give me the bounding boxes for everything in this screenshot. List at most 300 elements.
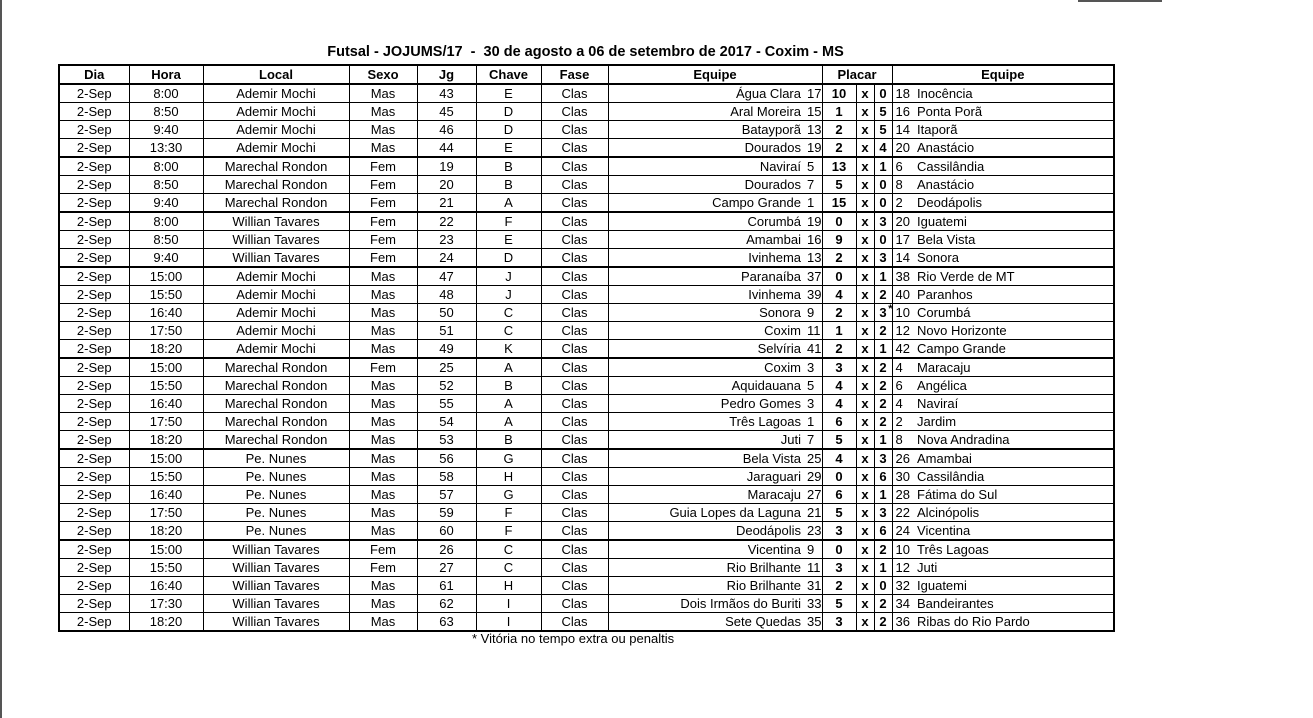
cell-equipe-b: Corumbá <box>914 304 1114 322</box>
cell-jg: 61 <box>417 577 476 595</box>
table-row <box>59 577 1114 595</box>
cell-hora: 18:20 <box>129 613 203 632</box>
cell-gols-b <box>874 212 892 231</box>
cell-equipe-a: Sonora <box>608 304 804 322</box>
cell-equipe-b: Rio Verde de MT <box>914 267 1114 286</box>
cell-seed-a: 13 <box>804 249 822 268</box>
cell-seed-a: 5 <box>804 377 822 395</box>
cell-seed-b: 12 <box>892 559 914 577</box>
cell-x: x <box>856 431 874 450</box>
table-row <box>59 431 1114 450</box>
cell-chave: F <box>476 212 541 231</box>
cell-equipe-a: Ivinhema <box>608 286 804 304</box>
cell-equipe-b: Bandeirantes <box>914 595 1114 613</box>
cell-sexo: Mas <box>349 103 417 121</box>
table-row <box>59 559 1114 577</box>
cell-jg: 20 <box>417 176 476 194</box>
cell-seed-b: 12 <box>892 322 914 340</box>
cell-sexo: Mas <box>349 322 417 340</box>
cell-fase: Clas <box>541 504 608 522</box>
table-row <box>59 194 1114 213</box>
cell-gols-a: 10 <box>822 84 856 103</box>
cell-equipe-b: Maracaju <box>914 358 1114 377</box>
cell-seed-a: 5 <box>804 157 822 176</box>
cell-gols-a: 2 <box>822 577 856 595</box>
cell-chave: H <box>476 577 541 595</box>
header-placar: Placar <box>822 65 892 84</box>
cell-seed-b: 10 <box>892 304 914 322</box>
cell-local: Willian Tavares <box>203 231 349 249</box>
page-edge-top <box>1078 0 1162 2</box>
cell-fase: Clas <box>541 304 608 322</box>
cell-fase: Clas <box>541 121 608 139</box>
cell-hora: 18:20 <box>129 340 203 359</box>
cell-fase: Clas <box>541 468 608 486</box>
cell-equipe-a: Três Lagoas <box>608 413 804 431</box>
cell-hora: 17:50 <box>129 322 203 340</box>
cell-gols-b <box>874 449 892 468</box>
cell-seed-b: 16 <box>892 103 914 121</box>
cell-jg: 57 <box>417 486 476 504</box>
cell-sexo: Mas <box>349 377 417 395</box>
cell-seed-a: 7 <box>804 431 822 450</box>
cell-equipe-b: Três Lagoas <box>914 540 1114 559</box>
goals-b-value: 1 <box>879 340 887 356</box>
goals-b-value: 2 <box>879 613 887 629</box>
cell-dia: 2-Sep <box>59 431 129 450</box>
cell-seed-b: 2 <box>892 413 914 431</box>
cell-dia: 2-Sep <box>59 413 129 431</box>
cell-hora: 16:40 <box>129 486 203 504</box>
cell-seed-a: 16 <box>804 231 822 249</box>
cell-fase: Clas <box>541 613 608 632</box>
cell-hora: 8:50 <box>129 231 203 249</box>
cell-sexo: Mas <box>349 286 417 304</box>
schedule-body <box>59 84 1114 631</box>
cell-gols-b <box>874 540 892 559</box>
cell-hora: 15:00 <box>129 358 203 377</box>
cell-hora: 15:00 <box>129 540 203 559</box>
cell-local: Willian Tavares <box>203 595 349 613</box>
cell-sexo: Mas <box>349 504 417 522</box>
cell-fase: Clas <box>541 286 608 304</box>
cell-gols-b <box>874 231 892 249</box>
cell-dia: 2-Sep <box>59 449 129 468</box>
cell-jg: 63 <box>417 613 476 632</box>
cell-x: x <box>856 540 874 559</box>
goals-b-value: 5 <box>879 103 887 119</box>
table-row <box>59 176 1114 194</box>
table-row <box>59 304 1114 322</box>
cell-local: Ademir Mochi <box>203 121 349 139</box>
cell-hora: 8:00 <box>129 212 203 231</box>
goals-b-value: 2 <box>879 413 887 429</box>
cell-gols-b <box>874 413 892 431</box>
cell-equipe-a: Aquidauana <box>608 377 804 395</box>
cell-x: x <box>856 103 874 121</box>
cell-x: x <box>856 559 874 577</box>
cell-equipe-a: Rio Brilhante <box>608 559 804 577</box>
cell-local: Ademir Mochi <box>203 286 349 304</box>
table-row <box>59 340 1114 359</box>
goals-b-value: 1 <box>879 268 887 284</box>
cell-jg: 49 <box>417 340 476 359</box>
goals-b-value: 0 <box>879 577 887 593</box>
cell-seed-b: 30 <box>892 468 914 486</box>
cell-local: Pe. Nunes <box>203 468 349 486</box>
cell-equipe-b: Ribas do Rio Pardo <box>914 613 1114 632</box>
cell-gols-a: 15 <box>822 194 856 213</box>
cell-fase: Clas <box>541 84 608 103</box>
cell-seed-b: 32 <box>892 577 914 595</box>
cell-local: Ademir Mochi <box>203 304 349 322</box>
cell-seed-b: 8 <box>892 431 914 450</box>
cell-chave: F <box>476 504 541 522</box>
cell-chave: E <box>476 139 541 158</box>
cell-local: Marechal Rondon <box>203 377 349 395</box>
cell-sexo: Fem <box>349 157 417 176</box>
extra-time-mark: * <box>888 303 893 315</box>
cell-equipe-b: Ponta Porã <box>914 103 1114 121</box>
goals-b-value: 3 <box>879 304 887 320</box>
cell-seed-b: 20 <box>892 212 914 231</box>
cell-equipe-a: Batayporã <box>608 121 804 139</box>
cell-seed-a: 39 <box>804 286 822 304</box>
cell-x: x <box>856 212 874 231</box>
cell-local: Willian Tavares <box>203 212 349 231</box>
cell-gols-a: 2 <box>822 139 856 158</box>
cell-hora: 17:50 <box>129 504 203 522</box>
cell-equipe-b: Iguatemi <box>914 577 1114 595</box>
goals-b-value: 6 <box>879 468 887 484</box>
cell-hora: 18:20 <box>129 522 203 541</box>
cell-x: x <box>856 84 874 103</box>
cell-gols-b <box>874 395 892 413</box>
cell-fase: Clas <box>541 103 608 121</box>
cell-hora: 16:40 <box>129 577 203 595</box>
cell-gols-b <box>874 194 892 213</box>
cell-fase: Clas <box>541 595 608 613</box>
goals-b-value: 2 <box>879 377 887 393</box>
cell-seed-a: 23 <box>804 522 822 541</box>
cell-sexo: Mas <box>349 121 417 139</box>
cell-gols-b <box>874 249 892 268</box>
cell-chave: C <box>476 559 541 577</box>
cell-local: Marechal Rondon <box>203 194 349 213</box>
cell-gols-b <box>874 304 892 322</box>
cell-sexo: Mas <box>349 486 417 504</box>
cell-gols-b <box>874 377 892 395</box>
cell-chave: B <box>476 377 541 395</box>
cell-local: Willian Tavares <box>203 577 349 595</box>
header-dia: Dia <box>59 65 129 84</box>
cell-seed-a: 35 <box>804 613 822 632</box>
cell-x: x <box>856 486 874 504</box>
cell-local: Pe. Nunes <box>203 486 349 504</box>
cell-dia: 2-Sep <box>59 486 129 504</box>
cell-equipe-a: Jaraguari <box>608 468 804 486</box>
goals-b-value: 3 <box>879 450 887 466</box>
cell-local: Marechal Rondon <box>203 431 349 450</box>
cell-dia: 2-Sep <box>59 322 129 340</box>
cell-equipe-b: Iguatemi <box>914 212 1114 231</box>
table-row <box>59 286 1114 304</box>
cell-x: x <box>856 595 874 613</box>
cell-seed-b: 40 <box>892 286 914 304</box>
cell-seed-b: 17 <box>892 231 914 249</box>
cell-local: Marechal Rondon <box>203 358 349 377</box>
table-row <box>59 522 1114 541</box>
cell-dia: 2-Sep <box>59 249 129 268</box>
cell-dia: 2-Sep <box>59 157 129 176</box>
cell-hora: 15:50 <box>129 559 203 577</box>
cell-gols-a: 0 <box>822 468 856 486</box>
goals-b-value: 2 <box>879 322 887 338</box>
cell-sexo: Mas <box>349 395 417 413</box>
cell-seed-a: 1 <box>804 194 822 213</box>
cell-gols-b <box>874 322 892 340</box>
cell-sexo: Mas <box>349 267 417 286</box>
cell-seed-b: 4 <box>892 395 914 413</box>
cell-gols-b <box>874 486 892 504</box>
cell-local: Marechal Rondon <box>203 157 349 176</box>
cell-fase: Clas <box>541 212 608 231</box>
cell-dia: 2-Sep <box>59 540 129 559</box>
cell-jg: 44 <box>417 139 476 158</box>
table-row <box>59 449 1114 468</box>
goals-b-value: 2 <box>879 359 887 375</box>
cell-gols-b <box>874 522 892 541</box>
table-row <box>59 139 1114 158</box>
header-hora: Hora <box>129 65 203 84</box>
cell-equipe-b: Cassilândia <box>914 157 1114 176</box>
cell-chave: J <box>476 267 541 286</box>
goals-b-value: 0 <box>879 231 887 247</box>
cell-x: x <box>856 413 874 431</box>
cell-fase: Clas <box>541 157 608 176</box>
cell-seed-b: 8 <box>892 176 914 194</box>
cell-jg: 43 <box>417 84 476 103</box>
cell-equipe-a: Aral Moreira <box>608 103 804 121</box>
table-row <box>59 358 1114 377</box>
header-fase: Fase <box>541 65 608 84</box>
cell-fase: Clas <box>541 139 608 158</box>
cell-jg: 62 <box>417 595 476 613</box>
cell-equipe-a: Bela Vista <box>608 449 804 468</box>
cell-jg: 46 <box>417 121 476 139</box>
cell-equipe-a: Deodápolis <box>608 522 804 541</box>
cell-fase: Clas <box>541 540 608 559</box>
document-title: Futsal - JOJUMS/17 - 30 de agosto a 06 de setembro de 2017 - Coxim - MS <box>327 44 844 60</box>
cell-equipe-a: Sete Quedas <box>608 613 804 632</box>
cell-gols-a: 6 <box>822 486 856 504</box>
cell-dia: 2-Sep <box>59 340 129 359</box>
cell-gols-a: 5 <box>822 595 856 613</box>
table-row <box>59 486 1114 504</box>
goals-b-value: 2 <box>879 286 887 302</box>
cell-chave: I <box>476 595 541 613</box>
cell-jg: 48 <box>417 286 476 304</box>
goals-b-value: 1 <box>879 486 887 502</box>
cell-hora: 16:40 <box>129 304 203 322</box>
cell-chave: A <box>476 395 541 413</box>
cell-hora: 8:00 <box>129 157 203 176</box>
cell-equipe-b: Campo Grande <box>914 340 1114 359</box>
cell-gols-a: 0 <box>822 212 856 231</box>
cell-seed-a: 17 <box>804 84 822 103</box>
cell-equipe-b: Anastácio <box>914 139 1114 158</box>
cell-gols-b <box>874 139 892 158</box>
cell-dia: 2-Sep <box>59 522 129 541</box>
cell-local: Marechal Rondon <box>203 395 349 413</box>
cell-equipe-b: Novo Horizonte <box>914 322 1114 340</box>
table-row <box>59 540 1114 559</box>
table-row <box>59 395 1114 413</box>
table-row <box>59 103 1114 121</box>
page-edge-left <box>0 0 2 718</box>
cell-sexo: Mas <box>349 522 417 541</box>
cell-chave: A <box>476 358 541 377</box>
cell-chave: K <box>476 340 541 359</box>
cell-seed-b: 38 <box>892 267 914 286</box>
cell-gols-a: 6 <box>822 413 856 431</box>
cell-sexo: Mas <box>349 84 417 103</box>
cell-equipe-a: Coxim <box>608 322 804 340</box>
cell-jg: 27 <box>417 559 476 577</box>
cell-equipe-b: Inocência <box>914 84 1114 103</box>
table-row <box>59 249 1114 268</box>
cell-equipe-a: Guia Lopes da Laguna <box>608 504 804 522</box>
table-row <box>59 267 1114 286</box>
cell-equipe-b: Deodápolis <box>914 194 1114 213</box>
cell-local: Pe. Nunes <box>203 504 349 522</box>
cell-x: x <box>856 231 874 249</box>
cell-equipe-b: Anastácio <box>914 176 1114 194</box>
cell-equipe-a: Paranaíba <box>608 267 804 286</box>
cell-gols-a: 0 <box>822 540 856 559</box>
cell-seed-a: 25 <box>804 449 822 468</box>
cell-chave: C <box>476 540 541 559</box>
cell-local: Pe. Nunes <box>203 449 349 468</box>
cell-equipe-a: Maracaju <box>608 486 804 504</box>
cell-x: x <box>856 322 874 340</box>
cell-gols-b <box>874 84 892 103</box>
goals-b-value: 0 <box>879 194 887 210</box>
cell-equipe-b: Vicentina <box>914 522 1114 541</box>
cell-fase: Clas <box>541 322 608 340</box>
cell-chave: D <box>476 249 541 268</box>
cell-sexo: Fem <box>349 540 417 559</box>
cell-seed-a: 7 <box>804 176 822 194</box>
cell-seed-a: 1 <box>804 413 822 431</box>
cell-jg: 25 <box>417 358 476 377</box>
cell-dia: 2-Sep <box>59 286 129 304</box>
cell-seed-a: 31 <box>804 577 822 595</box>
cell-gols-a: 5 <box>822 504 856 522</box>
cell-equipe-b: Angélica <box>914 377 1114 395</box>
cell-dia: 2-Sep <box>59 358 129 377</box>
cell-x: x <box>856 449 874 468</box>
cell-chave: B <box>476 431 541 450</box>
cell-jg: 24 <box>417 249 476 268</box>
cell-seed-a: 13 <box>804 121 822 139</box>
cell-seed-b: 10 <box>892 540 914 559</box>
cell-sexo: Mas <box>349 613 417 632</box>
cell-seed-a: 19 <box>804 139 822 158</box>
cell-x: x <box>856 286 874 304</box>
table-row <box>59 504 1114 522</box>
cell-jg: 26 <box>417 540 476 559</box>
cell-x: x <box>856 358 874 377</box>
cell-fase: Clas <box>541 231 608 249</box>
cell-gols-a: 5 <box>822 176 856 194</box>
cell-seed-b: 28 <box>892 486 914 504</box>
cell-jg: 55 <box>417 395 476 413</box>
cell-chave: J <box>476 286 541 304</box>
cell-equipe-a: Ivinhema <box>608 249 804 268</box>
footnote: * Vitória no tempo extra ou penaltis <box>472 631 675 646</box>
cell-jg: 22 <box>417 212 476 231</box>
cell-fase: Clas <box>541 340 608 359</box>
cell-x: x <box>856 504 874 522</box>
cell-dia: 2-Sep <box>59 559 129 577</box>
table-row <box>59 468 1114 486</box>
cell-local: Ademir Mochi <box>203 103 349 121</box>
goals-b-value: 2 <box>879 595 887 611</box>
goals-b-value: 1 <box>879 559 887 575</box>
cell-sexo: Fem <box>349 559 417 577</box>
cell-chave: H <box>476 468 541 486</box>
cell-x: x <box>856 267 874 286</box>
cell-hora: 8:50 <box>129 103 203 121</box>
cell-equipe-b: Amambai <box>914 449 1114 468</box>
goals-b-value: 2 <box>879 541 887 557</box>
cell-gols-a: 4 <box>822 449 856 468</box>
cell-fase: Clas <box>541 431 608 450</box>
cell-fase: Clas <box>541 267 608 286</box>
cell-seed-a: 15 <box>804 103 822 121</box>
cell-seed-b: 24 <box>892 522 914 541</box>
cell-chave: E <box>476 84 541 103</box>
cell-sexo: Fem <box>349 176 417 194</box>
cell-gols-b <box>874 157 892 176</box>
cell-dia: 2-Sep <box>59 468 129 486</box>
cell-local: Pe. Nunes <box>203 522 349 541</box>
cell-sexo: Mas <box>349 468 417 486</box>
cell-gols-a: 1 <box>822 322 856 340</box>
cell-jg: 60 <box>417 522 476 541</box>
cell-gols-b <box>874 340 892 359</box>
cell-hora: 15:50 <box>129 377 203 395</box>
cell-gols-a: 2 <box>822 249 856 268</box>
table-row <box>59 322 1114 340</box>
cell-equipe-b: Juti <box>914 559 1114 577</box>
goals-b-value: 3 <box>879 249 887 265</box>
cell-hora: 17:30 <box>129 595 203 613</box>
cell-seed-a: 11 <box>804 322 822 340</box>
goals-b-value: 6 <box>879 522 887 538</box>
cell-chave: B <box>476 157 541 176</box>
schedule-table <box>58 64 1115 632</box>
cell-dia: 2-Sep <box>59 395 129 413</box>
cell-chave: I <box>476 613 541 632</box>
cell-fase: Clas <box>541 395 608 413</box>
cell-jg: 23 <box>417 231 476 249</box>
cell-equipe-a: Dourados <box>608 139 804 158</box>
header-equipe-b: Equipe <box>892 65 1114 84</box>
cell-chave: G <box>476 486 541 504</box>
cell-sexo: Fem <box>349 231 417 249</box>
